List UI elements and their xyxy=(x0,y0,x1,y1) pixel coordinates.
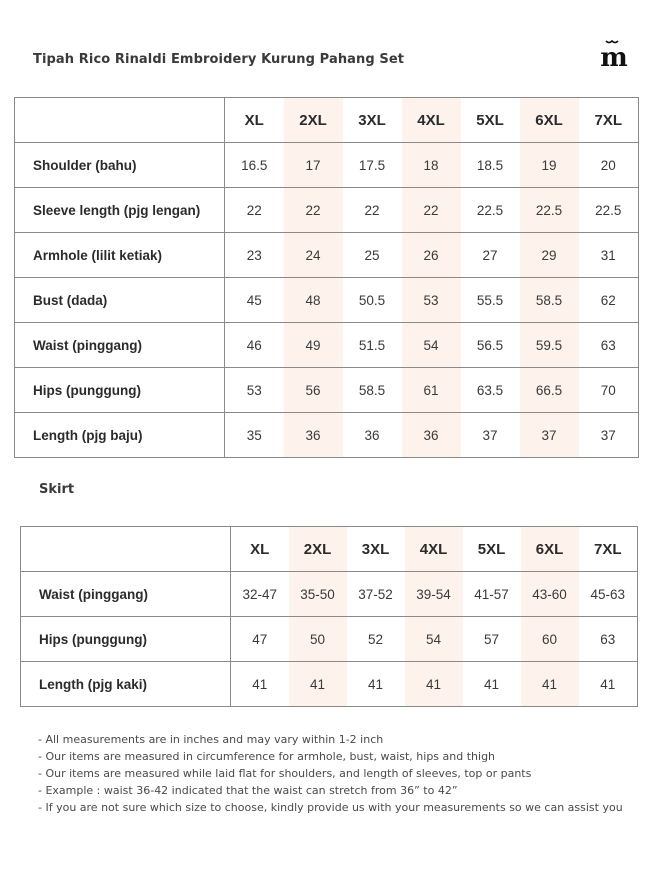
measurement-value: 22.5 xyxy=(579,188,639,233)
measurement-value: 56 xyxy=(284,368,343,413)
measurement-value: 41 xyxy=(289,662,347,707)
measurement-value: 41 xyxy=(463,662,521,707)
size-header-cell: 3XL xyxy=(347,527,405,572)
note-item: - All measurements are in inches and may vary within 1-2 inch xyxy=(38,733,384,746)
header-corner-cell xyxy=(21,527,231,572)
table-row xyxy=(15,233,639,278)
skirt-size-table xyxy=(20,526,638,707)
measurement-label: Length (pjg baju) xyxy=(15,413,225,458)
measurement-value: 22.5 xyxy=(461,188,520,233)
table-row xyxy=(15,323,639,368)
svg-text:m: m xyxy=(600,43,628,70)
measurement-value: 66.5 xyxy=(520,368,579,413)
note-item: - Our items are measured while laid flat for shoulders, and length of sleeves, top or pants xyxy=(38,767,532,780)
measurement-value: 55.5 xyxy=(461,278,520,323)
size-header-cell: 3XL xyxy=(343,98,402,143)
measurement-value: 22 xyxy=(343,188,402,233)
measurement-value: 29 xyxy=(520,233,579,278)
measurement-value: 58.5 xyxy=(343,368,402,413)
measurement-value: 36 xyxy=(284,413,343,458)
measurement-label: Bust (dada) xyxy=(15,278,225,323)
measurement-value: 18 xyxy=(402,143,461,188)
measurement-value: 60 xyxy=(521,617,579,662)
header-corner-cell xyxy=(15,98,225,143)
measurement-value: 16.5 xyxy=(225,143,284,188)
measurement-value: 25 xyxy=(343,233,402,278)
measurement-value: 36 xyxy=(343,413,402,458)
measurement-value: 31 xyxy=(579,233,639,278)
skirt-section-label: Skirt xyxy=(39,482,75,497)
measurement-value: 37 xyxy=(461,413,520,458)
measurement-value: 37-52 xyxy=(347,572,405,617)
measurement-value: 48 xyxy=(284,278,343,323)
measurement-value: 43-60 xyxy=(521,572,579,617)
size-header-cell: XL xyxy=(225,98,284,143)
measurement-value: 41 xyxy=(405,662,463,707)
measurement-value: 22 xyxy=(284,188,343,233)
measurement-value: 57 xyxy=(463,617,521,662)
note-item: - Our items are measured in circumference for armhole, bust, waist, hips and thigh xyxy=(38,750,496,763)
measurement-value: 63 xyxy=(579,323,639,368)
measurement-label: Shoulder (bahu) xyxy=(15,143,225,188)
table-row xyxy=(21,572,638,617)
measurement-value: 24 xyxy=(284,233,343,278)
size-header-cell: 2XL xyxy=(284,98,343,143)
measurement-value: 45-63 xyxy=(579,572,638,617)
size-header-cell: 6XL xyxy=(520,98,579,143)
measurement-value: 59.5 xyxy=(520,323,579,368)
measurement-label: Sleeve length (pjg lengan) xyxy=(15,188,225,233)
measurement-value: 36 xyxy=(402,413,461,458)
header-row xyxy=(21,527,638,572)
measurement-value: 41 xyxy=(347,662,405,707)
measurement-value: 46 xyxy=(225,323,284,368)
size-header-cell: 5XL xyxy=(463,527,521,572)
measurement-value: 26 xyxy=(402,233,461,278)
table-row xyxy=(21,617,638,662)
size-header-cell: 4XL xyxy=(402,98,461,143)
measurement-value: 49 xyxy=(284,323,343,368)
measurement-label: Waist (pinggang) xyxy=(15,323,225,368)
measurement-value: 20 xyxy=(579,143,639,188)
notes-list xyxy=(38,731,623,816)
measurement-value: 45 xyxy=(225,278,284,323)
measurement-value: 50 xyxy=(289,617,347,662)
measurement-value: 52 xyxy=(347,617,405,662)
top-size-table xyxy=(14,97,639,458)
measurement-value: 17 xyxy=(284,143,343,188)
measurement-value: 35 xyxy=(225,413,284,458)
measurement-value: 17.5 xyxy=(343,143,402,188)
table-row xyxy=(15,413,639,458)
measurement-value: 54 xyxy=(405,617,463,662)
measurement-value: 50.5 xyxy=(343,278,402,323)
measurement-value: 35-50 xyxy=(289,572,347,617)
measurement-value: 27 xyxy=(461,233,520,278)
measurement-value: 19 xyxy=(520,143,579,188)
size-header-cell: XL xyxy=(231,527,289,572)
measurement-value: 18.5 xyxy=(461,143,520,188)
measurement-value: 37 xyxy=(520,413,579,458)
size-header-cell: 2XL xyxy=(289,527,347,572)
measurement-label: Hips (punggung) xyxy=(21,617,231,662)
measurement-value: 23 xyxy=(225,233,284,278)
measurement-value: 22 xyxy=(225,188,284,233)
table-row xyxy=(15,278,639,323)
note-item: - If you are not sure which size to choose, kindly provide us with your measurements so we can assist you xyxy=(38,801,623,814)
measurement-value: 47 xyxy=(231,617,289,662)
table-row xyxy=(15,368,639,413)
measurement-value: 32-47 xyxy=(231,572,289,617)
measurement-label: Hips (punggung) xyxy=(15,368,225,413)
measurement-value: 39-54 xyxy=(405,572,463,617)
measurement-value: 70 xyxy=(579,368,639,413)
measurement-value: 41 xyxy=(231,662,289,707)
page-title: Tipah Rico Rinaldi Embroidery Kurung Pahang Set xyxy=(33,52,405,67)
header-row xyxy=(15,98,639,143)
measurement-value: 22 xyxy=(402,188,461,233)
measurement-value: 37 xyxy=(579,413,639,458)
table-row xyxy=(21,662,638,707)
measurement-value: 22.5 xyxy=(520,188,579,233)
measurement-label: Armhole (lilit ketiak) xyxy=(15,233,225,278)
measurement-value: 54 xyxy=(402,323,461,368)
measurement-value: 41-57 xyxy=(463,572,521,617)
measurement-value: 53 xyxy=(402,278,461,323)
measurement-value: 53 xyxy=(225,368,284,413)
measurement-value: 58.5 xyxy=(520,278,579,323)
size-header-cell: 6XL xyxy=(521,527,579,572)
measurement-value: 41 xyxy=(521,662,579,707)
measurement-value: 63.5 xyxy=(461,368,520,413)
table-row xyxy=(15,188,639,233)
brand-logo xyxy=(597,38,631,70)
measurement-label: Waist (pinggang) xyxy=(21,572,231,617)
size-header-cell: 7XL xyxy=(579,527,638,572)
measurement-value: 41 xyxy=(579,662,638,707)
note-item: - Example : waist 36-42 indicated that the waist can stretch from 36” to 42” xyxy=(38,784,458,797)
measurement-value: 62 xyxy=(579,278,639,323)
measurement-value: 51.5 xyxy=(343,323,402,368)
table-row xyxy=(15,143,639,188)
measurement-value: 56.5 xyxy=(461,323,520,368)
size-header-cell: 4XL xyxy=(405,527,463,572)
measurement-label: Length (pjg kaki) xyxy=(21,662,231,707)
measurement-value: 63 xyxy=(579,617,638,662)
size-header-cell: 7XL xyxy=(579,98,639,143)
measurement-value: 61 xyxy=(402,368,461,413)
size-header-cell: 5XL xyxy=(461,98,520,143)
